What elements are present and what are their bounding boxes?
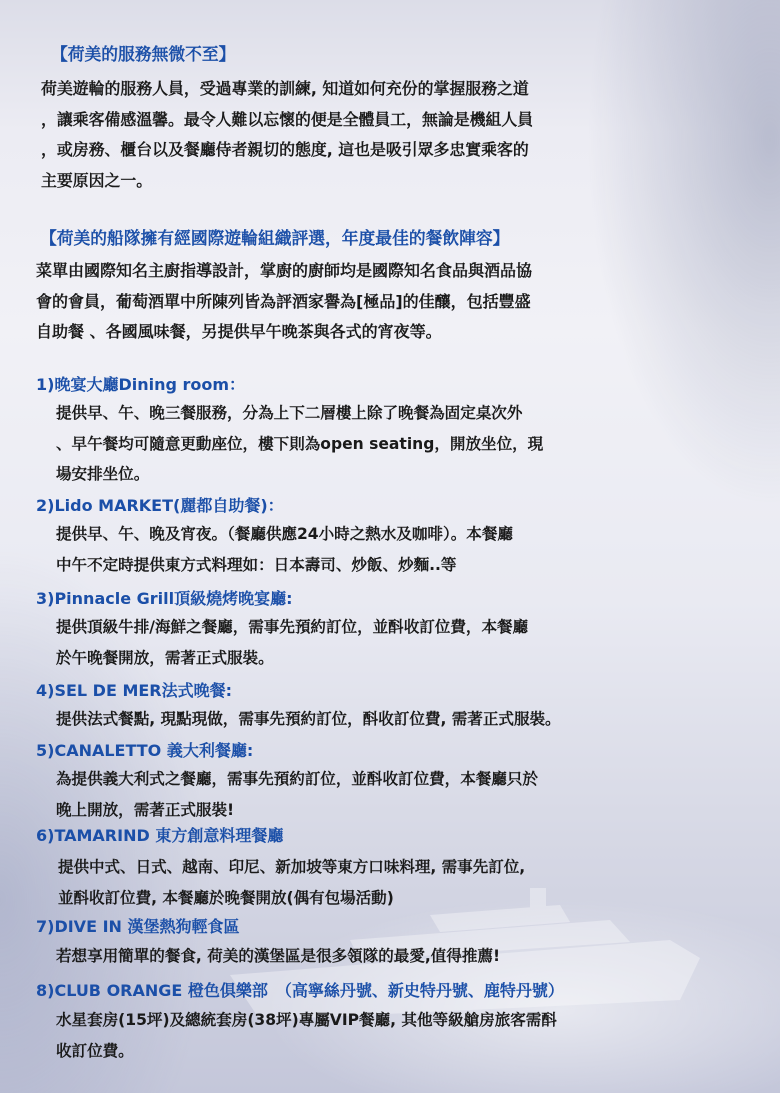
fleet-section xyxy=(0,226,780,251)
venue-description-club-orange xyxy=(56,1005,780,1066)
venue-description-tamarind xyxy=(58,852,780,913)
venue-description-lido-market xyxy=(56,519,780,580)
venue-description-pinnacle-grill xyxy=(56,612,780,673)
venue-title-sel-de-mer: 4)SEL DE MER法式晚餐: xyxy=(36,681,233,700)
venue-line: 並酙收訂位費, 本餐廳於晚餐開放(偶有包場活動) xyxy=(58,888,394,907)
intro-line: 主要原因之一。 xyxy=(41,170,153,190)
intro-heading: 【荷美的服務無微不至】 xyxy=(51,44,236,64)
fleet-line: 自助餐 、各國風味餐，另提供早午晚茶與各式的宵夜等。 xyxy=(36,322,442,341)
venue-line: 為提供義大利式之餐廳，需事先預約訂位，並酙收訂位費，本餐廳只於 xyxy=(56,770,538,788)
venue-line: 若想享用簡單的餐食, 荷美的漢堡區是很多領隊的最愛,值得推薦! xyxy=(56,947,501,965)
venue-title-dining-room: 1)晚宴大廳Dining room： xyxy=(36,375,246,394)
intro-paragraph xyxy=(41,74,780,196)
intro-section xyxy=(0,42,780,67)
venue-line: 收訂位費。 xyxy=(56,1041,134,1060)
venue-title-club-orange: 8)CLUB ORANGE 橙色俱樂部 （高寧絲丹號、新史特丹號、鹿特丹號） xyxy=(36,981,564,1000)
venue-title-tamarind: 6)TAMARIND 東方創意料理餐廳 xyxy=(36,826,284,845)
venue-line: 場安排坐位。 xyxy=(56,465,150,483)
venue-line: 提供早、午、晚及宵夜。（餐廳供應24小時之熱水及咖啡）。本餐廳 xyxy=(56,525,513,543)
fleet-line: 菜單由國際知名主廚指導設計，掌廚的廚師均是國際知名食品與酒品協 xyxy=(36,261,533,280)
venue-line: 提供中式、日式、越南、印尼、新加坡等東方口味料理, 需事先訂位, xyxy=(58,858,526,876)
venue-line: 提供頂級牛排/海鮮之餐廳，需事先預約訂位，並酙收訂位費，本餐廳 xyxy=(56,618,529,636)
venue-description-sel-de-mer xyxy=(56,704,780,735)
venue-line: 提供法式餐點, 現點現做，需事先預約訂位，酙收訂位費, 需著正式服裝。 xyxy=(56,710,561,728)
fleet-heading: 【荷美的船隊擁有經國際遊輪組織評選，年度最佳的餐飲陣容】 xyxy=(40,228,510,248)
fleet-line: 會的會員，葡萄酒單中所陳列皆為評酒家譽為[極品]的佳釀，包括豐盛 xyxy=(36,291,531,311)
venue-line: 於午晚餐開放，需著正式服裝。 xyxy=(56,648,274,667)
venue-description-dining-room xyxy=(56,398,780,490)
venue-line: 、早午餐均可隨意更動座位，樓下則為open seating，開放坐位，現 xyxy=(56,434,544,453)
venue-title-dive-in: 7)DIVE IN 漢堡熱狗輕食區 xyxy=(36,917,240,936)
intro-line: 荷美遊輪的服務人員，受過專業的訓練, 知道如何充份的掌握服務之道 xyxy=(41,79,529,98)
venue-description-dive-in xyxy=(56,941,780,972)
venue-description-canaletto xyxy=(56,764,780,825)
venue-line: 提供早、午、晚三餐服務，分為上下二層樓上除了晚餐為固定桌次外 xyxy=(56,404,523,422)
venue-title-pinnacle-grill: 3)Pinnacle Grill頂級燒烤晚宴廳: xyxy=(36,589,293,608)
venue-line: 中午不定時提供東方式料理如：日本壽司、炒飯、炒麵..等 xyxy=(56,555,457,574)
venue-title-lido-market: 2)Lido MARKET(麗都自助餐)： xyxy=(36,496,284,515)
venue-line: 水星套房(15坪)及總統套房(38坪)專屬VIP餐廳, 其他等級艙房旅客需酙 xyxy=(56,1011,557,1029)
fleet-paragraph xyxy=(36,256,780,348)
intro-line: ，或房務、櫃台以及餐廳侍者親切的態度, 這也是吸引眾多忠實乘客的 xyxy=(41,140,529,159)
venue-line: 晚上開放，需著正式服裝! xyxy=(56,800,235,819)
venue-title-canaletto: 5)CANALETTO 義大利餐廳: xyxy=(36,741,254,760)
intro-line: ，讓乘客備感溫馨。最令人難以忘懷的便是全體員工，無論是機組人員 xyxy=(41,109,534,129)
